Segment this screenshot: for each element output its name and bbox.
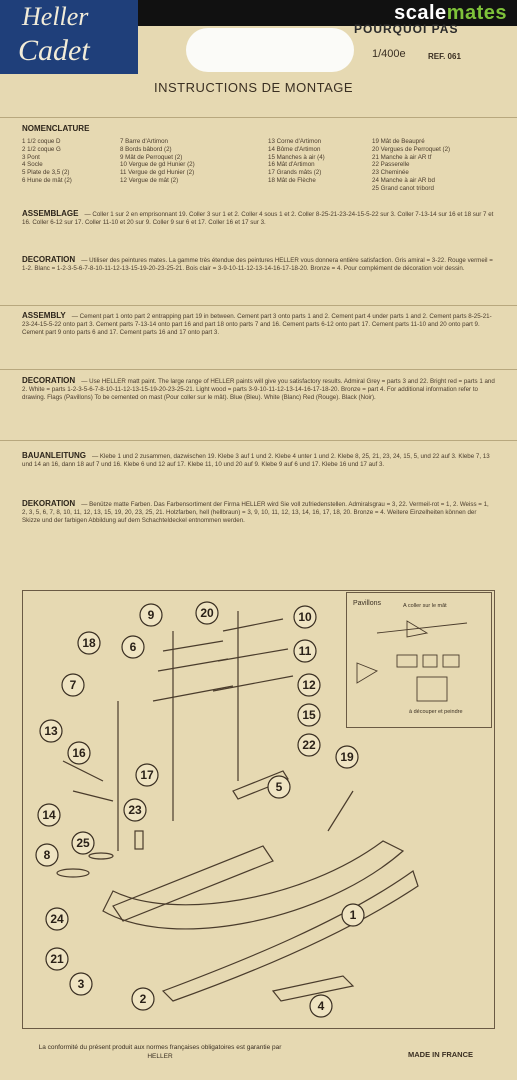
divider — [0, 305, 517, 306]
divider — [0, 369, 517, 370]
section-text: — Utiliser des peintures mates. La gamme très étendue des peintures HELLER vous donnera entière satisfaction. Gris amiral = 3-22. Rouge vermeil = 1-2. Blanc = 1-2-3-5-6-7-8-10-11-12-13-15-19-20-23-25-21. Bois clair = 3-9-10-11-12-13-14-16-17-18-20. Bronze = 4. Pour complément de décoration voir dessin. — [22, 257, 493, 273]
section-dekoration — [22, 500, 495, 526]
callout-1 — [342, 904, 364, 926]
section-heading: DECORATION — [22, 376, 76, 385]
part-item: 20 Vergues de Perroquet (2) — [372, 145, 451, 153]
part-item: 15 Manches à air (4) — [268, 153, 325, 161]
deck-part — [113, 846, 273, 921]
section-text: — Coller 1 sur 2 en emprisonnant 19. Coller 3 sur 1 et 2. Coller 4 sous 1 et 2. Coller 8-25-21-23-24-15-5-22 sur 3. Coller 7-13-14 sur 16 et 18 sur 7 et 16. Coller 6-12 sur 17. Coller 11-10 et 20 sur 9. Coller 9 sur 6 et 17. Coller 16 et 17 sur 3. — [22, 211, 494, 227]
flag-shape — [397, 655, 417, 667]
callout-12 — [298, 674, 320, 696]
divider — [0, 440, 517, 441]
callout-22 — [298, 734, 320, 756]
svg-text:7: 7 — [69, 678, 77, 692]
section-decoration-en — [22, 377, 495, 403]
section-text: — Benütze matte Farben. Das Farbensortiment der Firma HELLER wird Sie voll zufriedenstellen. Admiralsgrau = 3, 22. Vermeil-rot = 1, 2. Weiss = 1, 2, 3, 5, 6, 7, 8, 10, 11, 12, 13, 15, 19, 20, 23, 25, 21. Holzfarben, hell (hellbraun) = 3, 9, 10, 11, 12, 13, 14, 16, 17, 18, 20. Bronze = 4. Weitere Einzelheiten können der Skizze und der farbigen Abbildung auf dem Schachteldeckel entnommen werden. — [22, 501, 489, 525]
svg-text:10: 10 — [298, 610, 312, 624]
nomenclature-list — [22, 138, 497, 193]
callout-10 — [294, 606, 316, 628]
callout-20 — [196, 602, 218, 624]
boat-part — [57, 869, 89, 877]
svg-text:18: 18 — [82, 636, 96, 650]
callout-8 — [36, 844, 58, 866]
inset-note-1: A coller sur le mât — [403, 603, 447, 609]
callout-6 — [122, 636, 144, 658]
svg-text:19: 19 — [340, 750, 354, 764]
callout-21 — [46, 948, 68, 970]
svg-text:25: 25 — [76, 836, 90, 850]
flag-shape — [443, 655, 459, 667]
flag-shape — [423, 655, 437, 667]
part-item: 17 Grands mâts (2) — [268, 169, 322, 177]
part-item: 7 Barre d'Artimon — [120, 138, 168, 145]
yard-part — [153, 686, 233, 701]
flags-drawing — [347, 593, 491, 727]
callout-5 — [268, 776, 290, 798]
part-item: 8 Bords bâbord (2) — [120, 145, 172, 153]
part-item: 23 Cheminée — [372, 169, 409, 177]
svg-text:3: 3 — [77, 977, 85, 991]
part-item: 5 Plate de 3,5 (2) — [22, 169, 70, 177]
funnel-part — [135, 831, 143, 849]
part-item: 3 Pont — [22, 153, 40, 161]
svg-text:1: 1 — [349, 908, 357, 922]
callout-11 — [294, 640, 316, 662]
yard-part — [223, 619, 283, 631]
callout-15 — [298, 704, 320, 726]
svg-text:16: 16 — [72, 746, 86, 760]
ref-number: REF. 061 — [428, 52, 461, 61]
part-item: 21 Manche à air AR tf — [372, 153, 432, 161]
model-name: POURQUOI PAS — [354, 22, 459, 36]
svg-text:2: 2 — [139, 992, 147, 1006]
part-item: 4 Socle — [22, 161, 43, 169]
callout-19 — [336, 746, 358, 768]
gaff-part — [73, 791, 113, 801]
callout-24 — [46, 908, 68, 930]
callout-17 — [136, 764, 158, 786]
callout-9 — [140, 604, 162, 626]
watermark-mates: mates — [446, 2, 507, 24]
callout-23 — [124, 799, 146, 821]
part-item: 2 1/2 coque G — [22, 145, 61, 153]
flags-inset — [346, 592, 492, 728]
yard-part — [163, 641, 223, 651]
yard-part — [218, 649, 288, 661]
svg-text:20: 20 — [200, 606, 214, 620]
svg-text:15: 15 — [302, 708, 316, 722]
nomenclature-col-1 — [22, 138, 120, 193]
part-item: 1 1/2 coque D — [22, 138, 61, 145]
callout-7 — [62, 674, 84, 696]
svg-text:4: 4 — [317, 999, 325, 1013]
nomenclature-col-2 — [120, 138, 268, 193]
part-item: 19 Mât de Beaupré — [372, 138, 425, 145]
svg-text:24: 24 — [50, 912, 64, 926]
callout-16 — [68, 742, 90, 764]
flag-shape — [417, 677, 447, 701]
section-assembly — [22, 312, 495, 338]
section-heading: BAUANLEITUNG — [22, 451, 86, 460]
svg-text:12: 12 — [302, 678, 316, 692]
svg-text:5: 5 — [275, 780, 283, 794]
part-item: 6 Hune de mât (2) — [22, 176, 72, 184]
callout-18 — [78, 632, 100, 654]
svg-text:22: 22 — [302, 738, 316, 752]
label-patch — [186, 28, 354, 72]
svg-text:21: 21 — [50, 952, 64, 966]
svg-text:6: 6 — [129, 640, 137, 654]
part-item: 25 Grand canot tribord — [372, 184, 434, 192]
section-heading: DECORATION — [22, 255, 76, 264]
part-item: 18 Mât de Flèche — [268, 176, 316, 184]
nomenclature-col-4 — [372, 138, 497, 193]
yard-part — [158, 659, 228, 671]
bowsprit-part — [328, 791, 353, 831]
svg-text:14: 14 — [42, 808, 56, 822]
section-text: — Cement part 1 onto part 2 entrapping part 19 in between. Cement part 3 onto parts 1 and 2. Cement part 4 under parts 1 and 2. Cement parts 8-25-21-23-24-15-5-22 onto part 3. Cement parts 7-13-14 onto part 16 and part 18 onto parts 7 and 16. Cement parts 6-12 onto part 17. Cement parts 11-10 and 20 onto part 9. Cement part 9 onto parts 6 and 17. Cement parts 16 and 17 onto part 3. — [22, 313, 492, 337]
section-heading: ASSEMBLY — [22, 311, 66, 320]
part-item: 11 Vergue de gd Hunier (2) — [120, 169, 195, 177]
svg-text:17: 17 — [140, 768, 154, 782]
callout-13 — [40, 720, 62, 742]
callout-2 — [132, 988, 154, 1010]
flag-mast — [377, 623, 467, 633]
svg-text:9: 9 — [147, 608, 155, 622]
section-assemblage — [22, 210, 495, 227]
callout-14 — [38, 804, 60, 826]
hull-part — [163, 871, 418, 1001]
svg-text:13: 13 — [44, 724, 58, 738]
watermark-scale: scale — [394, 2, 447, 24]
page-title: INSTRUCTIONS DE MONTAGE — [154, 80, 354, 95]
flag-shape — [357, 663, 377, 683]
section-heading: ASSEMBLAGE — [22, 209, 79, 218]
nomenclature-col-3 — [268, 138, 372, 193]
made-in-france: MADE IN FRANCE — [408, 1050, 473, 1059]
svg-text:8: 8 — [43, 848, 51, 862]
inset-label: Pavillons — [353, 600, 382, 607]
part-item: 24 Manche à air AR bd — [372, 176, 435, 184]
svg-text:11: 11 — [298, 644, 312, 658]
section-text: — Klebe 1 und 2 zusammen, dazwischen 19. Klebe 3 auf 1 und 2. Klebe 4 unter 1 und 2. Klebe 8, 25, 21, 23, 24, 15, 5, und 22 auf 3. Klebe 7, 13 und 14 an 16, dann 18 auf 7 und 16. Klebe 6 und 12 auf 17. Klebe 11, 10 und 20 auf 9. Klebe 9 auf 6 und 17. Klebe 16 und 17 auf 3. — [22, 453, 490, 469]
part-item: 9 Mât de Perroquet (2) — [120, 153, 183, 161]
part-item: 16 Mât d'Artimon — [268, 161, 315, 169]
scale-label: 1/400e — [372, 48, 406, 60]
yard-part — [213, 676, 293, 691]
divider — [0, 117, 517, 118]
svg-text:23: 23 — [128, 803, 142, 817]
heller-cadet-logo — [0, 0, 138, 74]
part-item: 13 Corne d'Artimon — [268, 138, 322, 145]
callout-4 — [310, 995, 332, 1017]
conformity-notice: La conformité du présent produit aux normes françaises obligatoires est garantie par HELLER — [38, 1044, 282, 1060]
boat-part — [89, 853, 113, 859]
section-heading: DEKORATION — [22, 499, 76, 508]
logo-line-2: Cadet — [18, 34, 90, 67]
section-decoration-fr — [22, 256, 495, 273]
callout-3 — [70, 973, 92, 995]
part-item: 22 Passerelle — [372, 161, 410, 169]
inset-note-2: à découper et peindre — [409, 709, 463, 715]
boom-part — [63, 761, 103, 781]
stand-part — [273, 976, 353, 1001]
callout-25 — [72, 832, 94, 854]
logo-line-1: Heller — [22, 2, 89, 31]
part-item: 10 Vergue de gd Hunier (2) — [120, 161, 195, 169]
part-item: 14 Bôme d'Artimon — [268, 145, 321, 153]
section-bauanleitung — [22, 452, 495, 469]
part-item: 12 Vergue de mât (2) — [120, 176, 179, 184]
section-text: — Use HELLER matt paint. The large range of HELLER paints will give you satisfactory results. Admiral Grey = parts 3 and 22. Bright red = parts 1 and 2. White = parts 1-2-3-5-6-7-8-10-11-12-13-15-19-20-23-25-21. Light wood = parts 3-9-10-11-12-13-14-16-17-18-20. Bronze = part 4. For additional information refer to drawing. Flags (Pavillons) To be cemented on mast (Pour coller sur le mât). Blue (Bleu). White (Blanc) Red (Rouge). Black (Noir). — [22, 378, 495, 402]
nomenclature-heading: NOMENCLATURE — [22, 124, 90, 133]
